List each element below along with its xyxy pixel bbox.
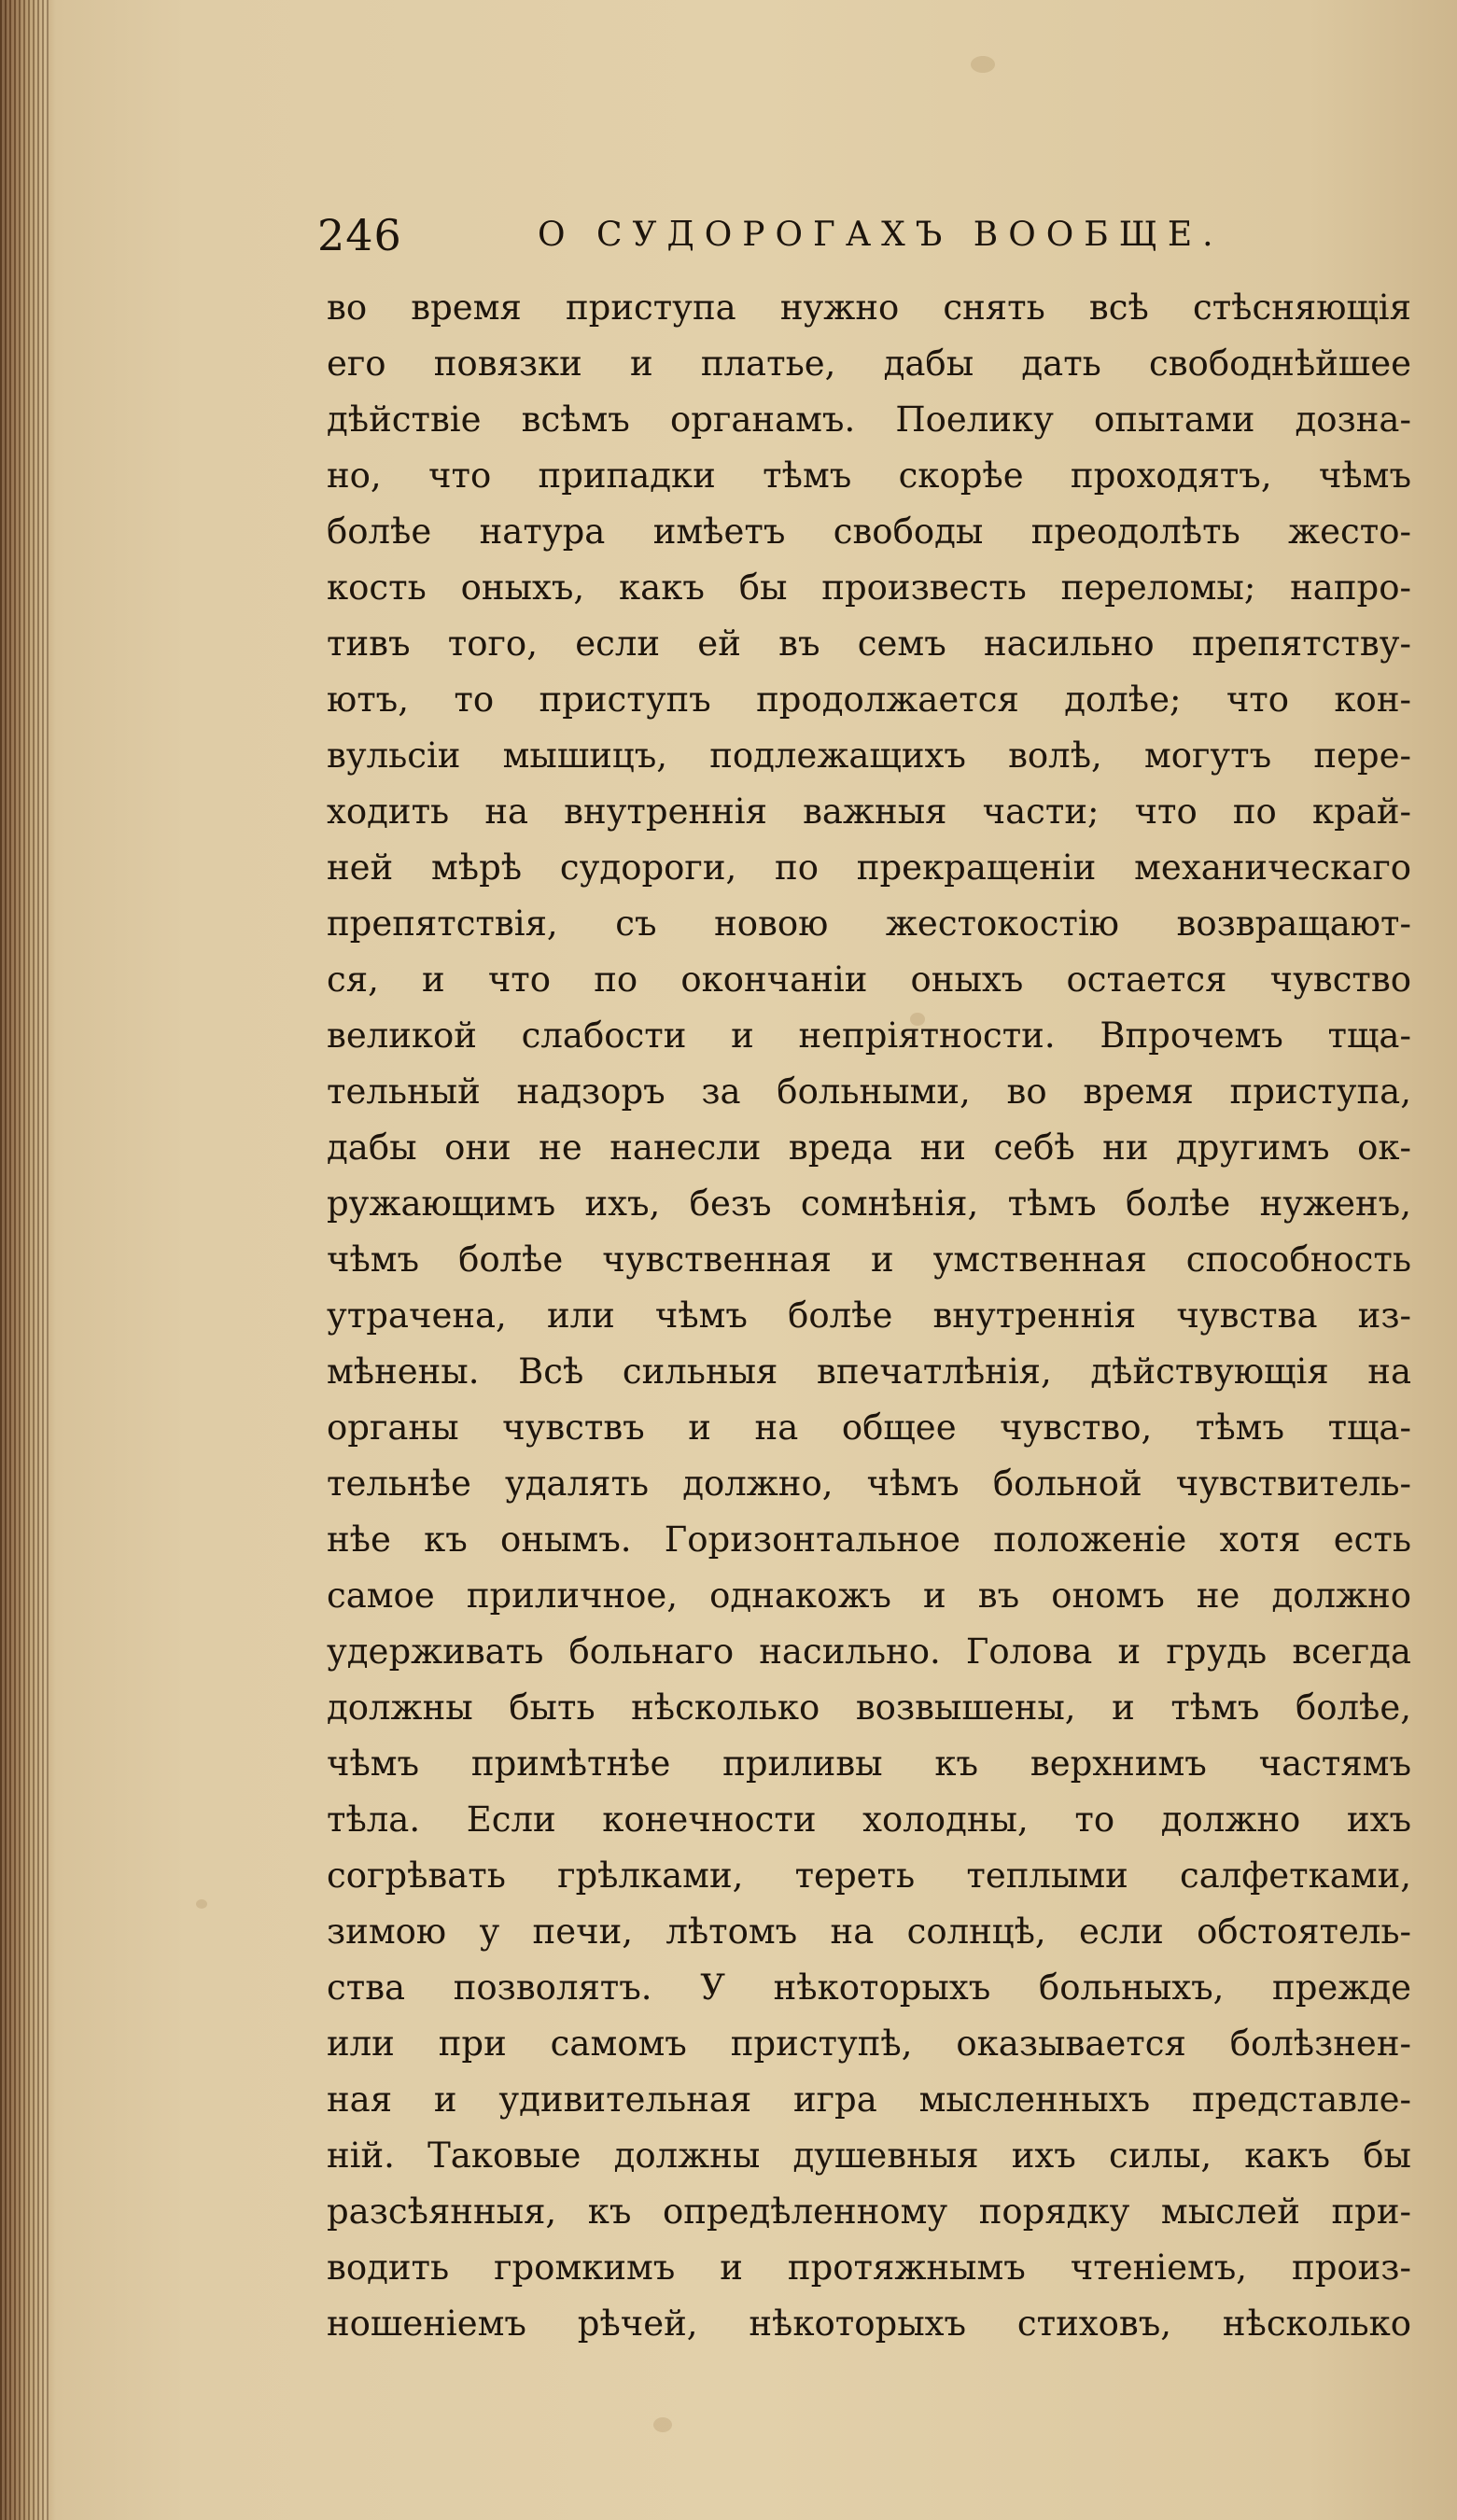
- text-line: ношеніемъ рѣчей, нѣкоторыхъ стиховъ, нѣсколько: [327, 2303, 1411, 2344]
- text-line: ружающимъ ихъ, безъ сомнѣнія, тѣмъ болѣе нуженъ,: [327, 1183, 1411, 1224]
- running-title: О СУДОРОГАХЪ ВООБЩЕ.: [538, 216, 1224, 254]
- body-text: [327, 280, 1411, 2352]
- text-line: его повязки и платье, дабы дать свободнѣйшее: [327, 343, 1411, 384]
- text-line: чѣмъ болѣе чувственная и умственная способность: [327, 1239, 1411, 1280]
- text-line: самое приличное, однакожъ и въ ономъ не должно: [327, 1575, 1411, 1616]
- text-line: ній. Таковые должны душевныя ихъ силы, какъ бы: [327, 2135, 1411, 2176]
- text-line: ся, и что по окончаніи оныхъ остается чувство: [327, 959, 1411, 1000]
- text-line: великой слабости и непріятности. Впрочемъ тща-: [327, 1015, 1411, 1056]
- text-line: ства позволятъ. У нѣкоторыхъ больныхъ, прежде: [327, 1967, 1411, 2008]
- text-line: ходить на внутреннія важныя части; что по край-: [327, 791, 1411, 832]
- text-line: тельный надзоръ за больными, во время приступа,: [327, 1071, 1411, 1112]
- text-line: или при самомъ приступѣ, оказывается болѣзнен-: [327, 2023, 1411, 2064]
- text-line: нѣе къ онымъ. Горизонтальное положеніе хотя есть: [327, 1519, 1411, 1560]
- text-line: согрѣвать грѣлками, тереть теплыми салфетками,: [327, 1855, 1411, 1896]
- text-line: дабы они не нанесли вреда ни себѣ ни другимъ ок-: [327, 1127, 1411, 1168]
- text-line: вульсіи мышицъ, подлежащихъ волѣ, могутъ пере-: [327, 735, 1411, 776]
- text-line: разсѣянныя, къ опредѣленному порядку мыслей при-: [327, 2191, 1411, 2232]
- text-line: во время приступа нужно снять всѣ стѣсняющія: [327, 287, 1411, 328]
- text-line: должны быть нѣсколько возвышены, и тѣмъ болѣе,: [327, 1687, 1411, 1728]
- page-number: 246: [317, 210, 402, 260]
- text-line: мѣнены. Всѣ сильныя впечатлѣнія, дѣйствующія на: [327, 1351, 1411, 1392]
- text-line: чѣмъ примѣтнѣе приливы къ верхнимъ частямъ: [327, 1743, 1411, 1784]
- foxing-spot: [653, 2417, 672, 2432]
- text-line: дѣйствіе всѣмъ органамъ. Поелику опытами дозна-: [327, 399, 1411, 440]
- text-line: тѣла. Если конечности холодны, то должно ихъ: [327, 1799, 1411, 1840]
- page-edges: [0, 0, 49, 2520]
- text-line: ная и удивительная игра мысленныхъ представле-: [327, 2079, 1411, 2120]
- text-line: органы чувствъ и на общее чувство, тѣмъ тща-: [327, 1407, 1411, 1448]
- text-line: удерживать больнаго насильно. Голова и грудь всегда: [327, 1631, 1411, 1672]
- text-line: ней мѣрѣ судороги, по прекращеніи механическаго: [327, 847, 1411, 888]
- text-line: ютъ, то приступъ продолжается долѣе; что кон-: [327, 679, 1411, 720]
- text-line: зимою у печи, лѣтомъ на солнцѣ, если обстоятель-: [327, 1911, 1411, 1952]
- text-line: препятствія, съ новою жестокостію возвращают-: [327, 903, 1411, 944]
- text-line: кость оныхъ, какъ бы произвесть переломы; напро-: [327, 567, 1411, 608]
- text-line: болѣе натура имѣетъ свободы преодолѣть жесто-: [327, 511, 1411, 552]
- page-header: [317, 207, 1251, 263]
- foxing-spot: [196, 1899, 207, 1909]
- text-line: но, что припадки тѣмъ скорѣе проходятъ, чѣмъ: [327, 455, 1411, 496]
- text-line: тивъ того, если ей въ семъ насильно препятству-: [327, 623, 1411, 664]
- text-line: тельнѣе удалять должно, чѣмъ больной чувствитель-: [327, 1463, 1411, 1504]
- text-line: водить громкимъ и протяжнымъ чтеніемъ, произ-: [327, 2247, 1411, 2288]
- text-line: утрачена, или чѣмъ болѣе внутреннія чувства из-: [327, 1295, 1411, 1336]
- foxing-spot: [971, 56, 995, 73]
